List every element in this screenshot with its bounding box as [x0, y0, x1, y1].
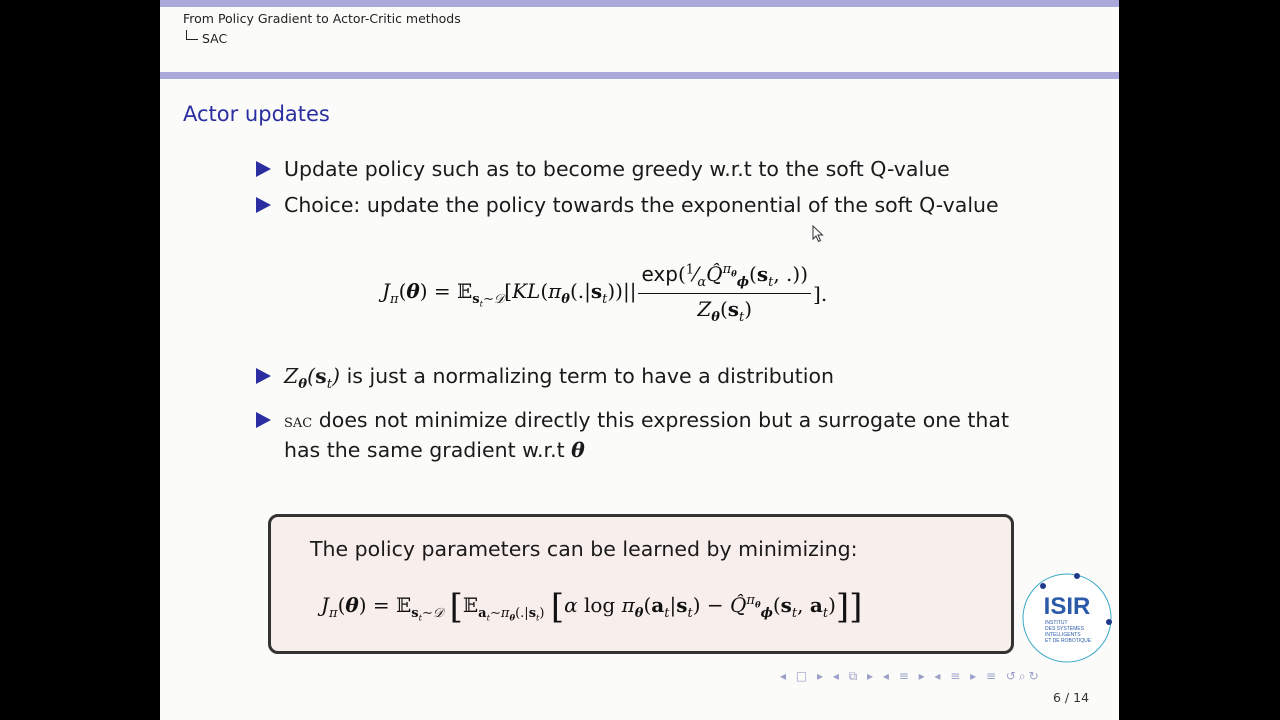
- page-number: 6 / 14: [1053, 690, 1090, 705]
- bullet-item: [256, 406, 1076, 465]
- slide: [160, 0, 1119, 720]
- result-block-text: The policy parameters can be learned by minimizing:: [310, 537, 858, 561]
- logo-subtitle-2: DES SYSTÈMES: [1045, 626, 1084, 632]
- bullet-triangle-icon: [256, 161, 271, 177]
- theta-math: θ: [571, 438, 585, 463]
- bullet-text: is just a normalizing term to have a distribution: [340, 364, 834, 388]
- breadcrumb-subsection-label: SAC: [202, 31, 228, 46]
- bullet-item: [256, 191, 1076, 220]
- bullet-text-cont: has the same gradient w.r.t: [284, 438, 572, 463]
- z-theta-math: $Z_\theta(s_t)$: [284, 364, 341, 393]
- logo-subtitle-3: INTELLIGENTS: [1045, 632, 1081, 638]
- bullet-list-top: [256, 155, 1076, 220]
- bullet-text: does not minimize directly this expression but a surrogate one that: [312, 408, 1010, 433]
- header-bar-bottom: [160, 72, 1119, 79]
- bullet-text: Update policy such as to become greedy w.r.t to the soft Q-value: [284, 157, 950, 181]
- sac-smallcaps: sac: [284, 410, 313, 433]
- logo-subtitle-4: ET DE ROBOTIQUE: [1045, 638, 1092, 644]
- bullet-triangle-icon: [256, 368, 271, 384]
- kl-objective-equation: $J_\pi(\theta)$ = $𝔼_{s_t\sim 𝒟}[KL(\pi_\theta(.|s_t))||$ $\frac{\exp(^1⁄_\alpha Q̂^{\pi_\theta}_\phi(s_t, .))}{Z_\theta(s_t)}$ ].: [382, 262, 828, 325]
- bullet-text: Choice: update the policy towards the exponential of the soft Q-value: [284, 193, 999, 217]
- surrogate-objective-equation: $J_\pi(\theta)$ = 𝔼$_{s_t\sim 𝒟}$ [𝔼$_{a_t\sim\pi_\theta(.|s_t)}$ [α $\log \pi_\theta(a_t|s_t)$ − $Q̂^{\pi_\theta}_\phi(s_t$, $a_t$)]]: [321, 587, 863, 627]
- exp-fraction: $\frac{\exp(^1⁄_\alpha Q̂^{\pi_\theta}_\phi(s_t, .))}{Z_\theta(s_t)}$: [638, 262, 811, 325]
- bullet-item: [256, 155, 1076, 184]
- bullet-item: [256, 362, 1076, 399]
- tree-hook-icon: [186, 30, 198, 40]
- result-block: [268, 514, 1014, 654]
- frame-title: Actor updates: [183, 102, 330, 126]
- header-bar-top: [160, 0, 1119, 7]
- bullet-triangle-icon: [256, 197, 271, 213]
- breadcrumb-subsection[interactable]: [186, 30, 227, 46]
- bullet-list-bottom: [256, 362, 1076, 465]
- logo-subtitle-1: INSTITUT: [1045, 620, 1068, 626]
- breadcrumb-section[interactable]: From Policy Gradient to Actor-Critic methods: [183, 11, 461, 26]
- bullet-triangle-icon: [256, 412, 271, 428]
- beamer-navigation-controls[interactable]: ◂ □ ▸ ◂ ⧉ ▸ ◂ ≡ ▸ ◂ ≡ ▸ ≡ ↺⌕↻: [780, 669, 1042, 683]
- mouse-cursor-icon: [812, 225, 824, 243]
- logo-wordmark: ISIR: [1043, 593, 1091, 620]
- isir-logo: [1021, 572, 1113, 664]
